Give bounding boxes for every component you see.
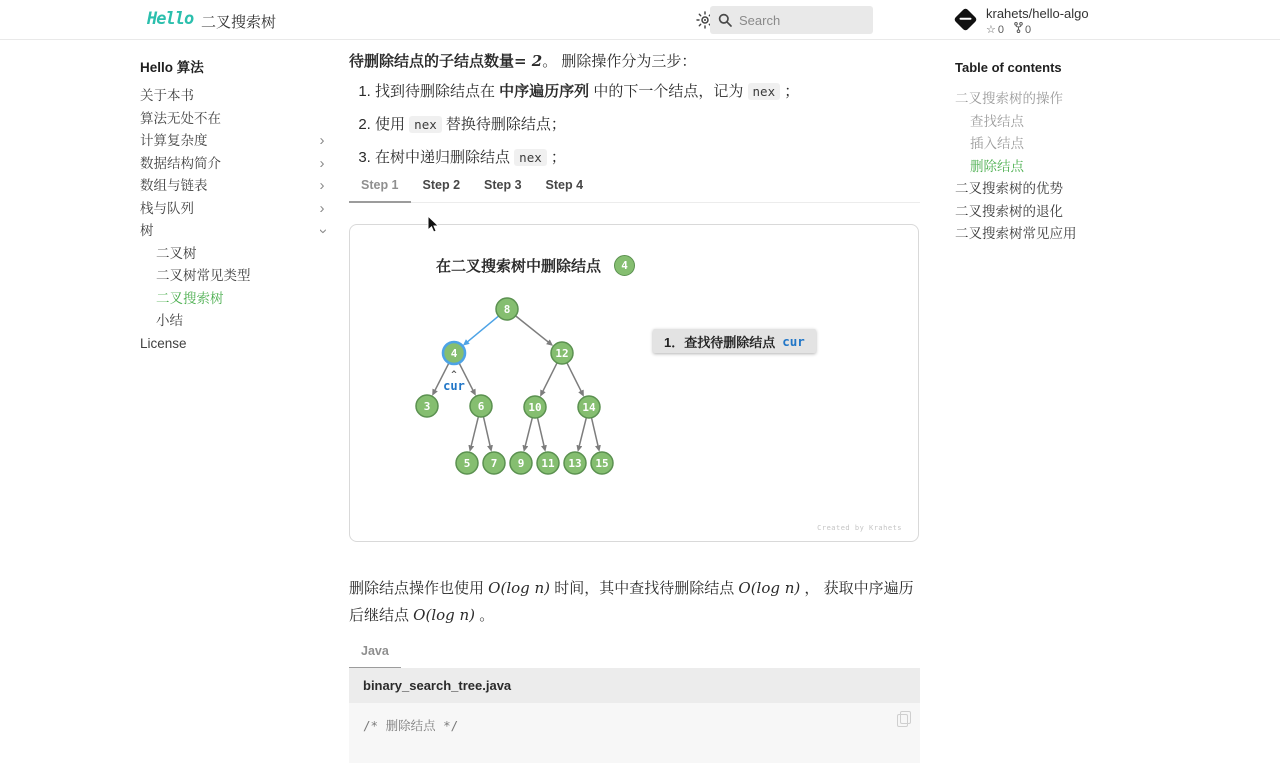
sidebar-item-binary-tree[interactable]: 二叉树: [156, 245, 197, 261]
inline-code: nex: [514, 149, 547, 166]
math-inline: O(log n): [413, 606, 476, 624]
svg-text:10: 10: [528, 401, 542, 414]
header: [0, 0, 1280, 40]
code-line: /* 删除结点 */: [363, 718, 459, 733]
sidebar-item-data-structure[interactable]: 数据结构简介 ›: [140, 153, 328, 176]
caption-code: cur: [782, 333, 805, 349]
svg-text:8: 8: [503, 303, 511, 316]
left-sidebar: [140, 57, 328, 355]
repo-name: krahets/hello-algo: [986, 6, 1089, 21]
repo-forks: 0: [1025, 24, 1032, 36]
svg-text:13: 13: [568, 457, 582, 470]
copy-icon[interactable]: [897, 711, 910, 726]
repo-stars: 0: [997, 23, 1004, 36]
toc-item-operations[interactable]: 二叉搜索树的操作: [955, 91, 1063, 106]
toc-item-insert-node[interactable]: 插入结点: [970, 136, 1024, 151]
figure-title: 在二叉搜索树中删除结点 4: [436, 255, 635, 276]
repo-link[interactable]: [954, 6, 1089, 36]
toc-item-advantages[interactable]: 二叉搜索树的优势: [955, 181, 1063, 196]
sidebar-item-binary-tree-types[interactable]: 二叉树常见类型: [156, 268, 251, 283]
tab-step-2[interactable]: Step 2: [422, 178, 461, 192]
tab-java[interactable]: Java: [349, 644, 401, 668]
svg-text:6: 6: [477, 400, 485, 413]
mouse-cursor: [427, 215, 440, 239]
svg-text:15: 15: [595, 457, 609, 470]
chevron-right-icon: [316, 198, 328, 221]
svg-text:7: 7: [490, 457, 498, 470]
watermark: Created by Krahets: [817, 524, 902, 532]
search-icon: [718, 13, 732, 27]
sidebar-item-license[interactable]: License: [140, 335, 187, 351]
complexity-paragraph: 删除结点操作也使用 O(log n) 时间，其中查找待删除结点 O(log n) ， 获取中序遍历后继结点 O(log n) 。: [349, 579, 914, 624]
sidebar-item-everywhere[interactable]: 算法无处不在: [140, 110, 221, 126]
sidebar-item-stack-queue[interactable]: 栈与队列 ›: [140, 198, 328, 221]
main-content: [349, 48, 920, 733]
search-input[interactable]: [739, 13, 865, 28]
star-icon: [986, 24, 998, 36]
tab-step-3[interactable]: Step 3: [484, 178, 522, 192]
sidebar-item-complexity[interactable]: 计算复杂度 ›: [140, 130, 328, 153]
search-box[interactable]: [710, 6, 873, 34]
toc-item-delete-node[interactable]: 删除结点: [970, 158, 1024, 174]
list-item: 2. 使用 nex 替换待删除结点；: [375, 114, 799, 136]
sidebar-item-tree[interactable]: 树 ›: [140, 220, 328, 243]
figure-title-node-badge: 4: [614, 255, 635, 276]
toc-title: Table of contents: [955, 60, 1062, 75]
code-filename: binary_search_tree.java: [349, 668, 920, 703]
svg-text:cur: cur: [443, 379, 465, 393]
repo-stats: [986, 22, 1089, 36]
inline-code: nex: [748, 83, 781, 100]
sidebar-item-summary[interactable]: 小结: [156, 313, 183, 328]
chevron-right-icon: [316, 175, 328, 198]
toc-item-search-node[interactable]: 查找结点: [970, 113, 1024, 129]
intro-paragraph: 待删除结点的子结点数量= 2。 删除操作分为三步：: [349, 52, 697, 70]
bst-delete-figure: [349, 224, 919, 542]
sidebar-item-about[interactable]: 关于本书: [140, 88, 194, 103]
svg-text:14: 14: [582, 401, 596, 414]
svg-text:12: 12: [555, 347, 569, 360]
code-body: [349, 703, 920, 763]
toc-item-degradation[interactable]: 二叉搜索树的退化: [955, 203, 1063, 219]
git-logo-icon: [953, 7, 977, 31]
sidebar-item-array-list[interactable]: 数组与链表 ›: [140, 175, 328, 198]
svg-text:9: 9: [517, 457, 525, 470]
chevron-down-icon: [316, 220, 328, 243]
svg-text:5: 5: [463, 457, 471, 470]
list-item: 3. 在树中递归删除结点 nex ；: [375, 147, 799, 169]
code-block: [349, 668, 920, 763]
page-title-header: 二叉搜索树: [201, 14, 277, 31]
svg-text:^: ^: [451, 370, 457, 380]
toc-item-applications[interactable]: 二叉搜索树常见应用: [955, 226, 1077, 241]
math-inline: = 2: [514, 52, 543, 70]
site-logo[interactable]: Hello: [147, 9, 194, 29]
math-inline: O(log n): [738, 579, 801, 597]
tab-step-1[interactable]: Step 1: [349, 178, 411, 202]
svg-text:4: 4: [450, 347, 458, 360]
chevron-right-icon: [316, 153, 328, 176]
math-inline: O(log n): [488, 579, 551, 597]
table-of-contents: [955, 57, 1155, 246]
step-tabs: [349, 178, 920, 203]
figure-caption: 1． 查找待删除结点 cur: [653, 329, 816, 353]
svg-text:3: 3: [423, 400, 431, 413]
inline-code: nex: [409, 116, 442, 133]
chevron-right-icon: [316, 130, 328, 153]
tab-step-4[interactable]: Step 4: [545, 178, 584, 192]
list-item: 1. 找到待删除结点在 中序遍历序列 中的下一个结点，记为 nex ；: [375, 81, 799, 103]
sidebar-item-binary-search-tree[interactable]: 二叉搜索树: [156, 290, 224, 306]
language-tabs: [349, 644, 920, 669]
sidebar-site-title[interactable]: Hello 算法: [140, 60, 204, 75]
svg-text:11: 11: [541, 457, 555, 470]
fork-icon: [1014, 22, 1023, 36]
steps-list: [349, 81, 799, 180]
